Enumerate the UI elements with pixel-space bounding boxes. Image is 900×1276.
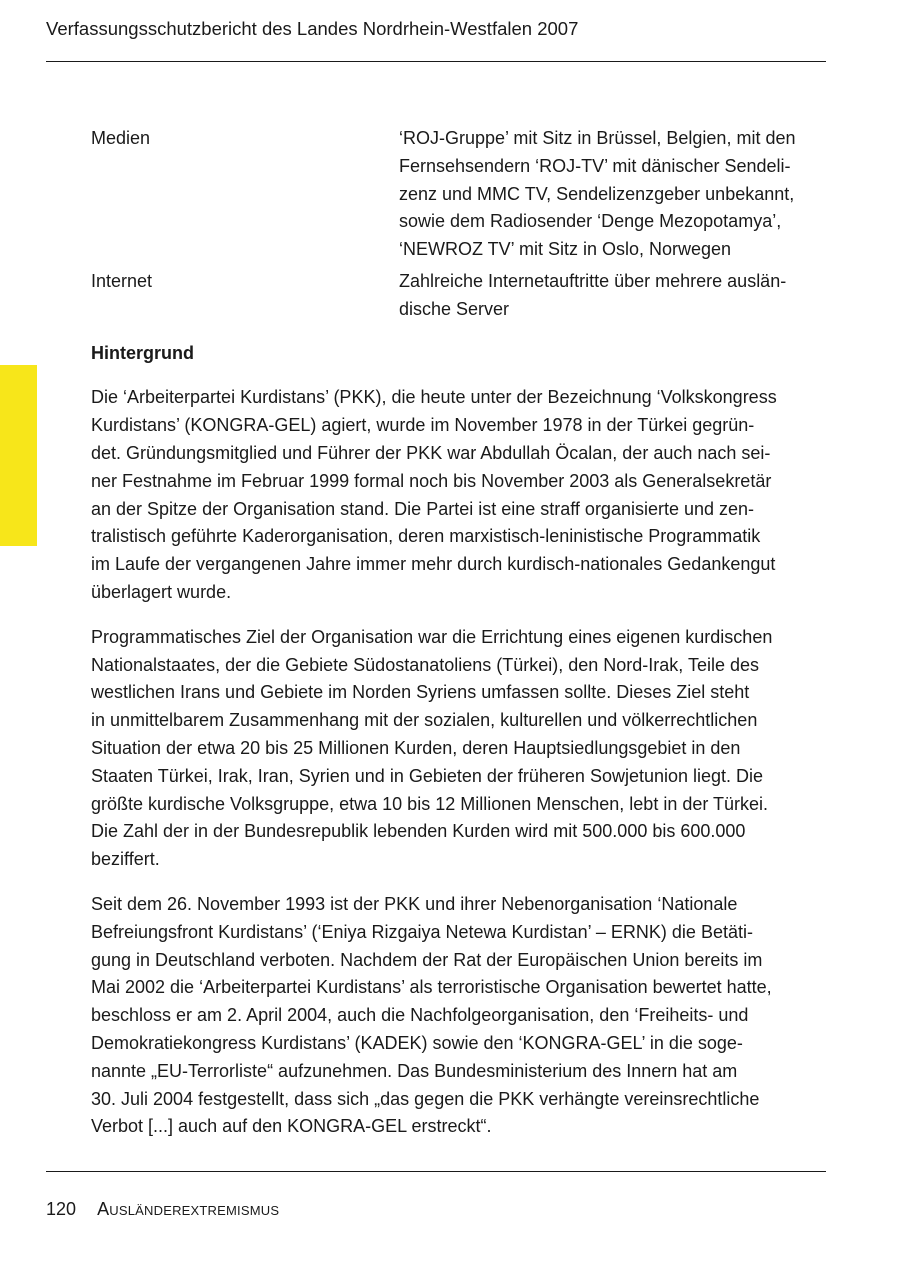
text-line: det. Gründungsmitglied und Führer der PKK war Abdullah Öcalan, der auch nach sei- (91, 442, 771, 463)
page-number: 120 (46, 1199, 77, 1219)
text-line: Befreiungsfront Kurdistans’ (‘Eniya Rizgaiya Netewa Kurdistan’ – ERNK) die Betäti- (91, 921, 753, 942)
text-line: nannte „EU-Terrorliste“ aufzunehmen. Das Bundesministerium des Innern hat am (91, 1060, 738, 1081)
text-line: Seit dem 26. November 1993 ist der PKK und ihrer Nebenorganisation ‘Nationale (91, 893, 738, 914)
text-line: Die ‘Arbeiterpartei Kurdistans’ (PKK), die heute unter der Bezeichnung ‘Volkskongress (91, 387, 777, 408)
text-line: Die Zahl der in der Bundesrepublik lebenden Kurden wird mit 500.000 bis 600.000 (91, 821, 746, 842)
text-line: Programmatisches Ziel der Organisation war die Errichtung eines eigenen kurdischen (91, 626, 773, 647)
info-value-line: Zahlreiche Internetauftritte über mehrere auslän- (399, 270, 787, 291)
info-value-line: Fernsehsendern ‘ROJ-TV’ mit dänischer Sendeli- (399, 155, 791, 176)
info-value (399, 268, 827, 324)
text-line: beschloss er am 2. April 2004, auch die Nachfolgeorganisation, den ‘Freiheits- und (91, 1005, 749, 1026)
text-line: tralistisch geführte Kaderorganisation, deren marxistisch-leninistische Programmatik (91, 526, 761, 547)
paragraph-history (91, 384, 827, 606)
info-value-line: dische Server (399, 298, 510, 319)
footer-divider (46, 1171, 826, 1172)
footer-section-title: Ausländerextremismus (97, 1199, 280, 1219)
paragraph-ban (91, 891, 827, 1141)
info-row-medien (91, 125, 827, 264)
info-value-line: zenz und MMC TV, Sendelizenzgeber unbekannt, (399, 183, 795, 204)
info-value-line: ‘ROJ-Gruppe’ mit Sitz in Brüssel, Belgien, mit den (399, 128, 796, 148)
text-line: überlagert wurde. (91, 581, 232, 602)
text-line: Kurdistans’ (KONGRA-GEL) agiert, wurde im November 1978 in der Türkei gegrün- (91, 415, 755, 436)
info-label: Internet (91, 270, 153, 291)
header-divider (46, 61, 826, 62)
text-line: Situation der etwa 20 bis 25 Millionen Kurden, deren Hauptsiedlungsgebiet in den (91, 737, 741, 758)
text-line: Demokratiekongress Kurdistans’ (KADEK) sowie den ‘KONGRA-GEL’ in die soge- (91, 1032, 743, 1053)
text-line: Mai 2002 die ‘Arbeiterpartei Kurdistans’ als terroristische Organisation bewertet hatte, (91, 977, 772, 998)
section-heading: Hintergrund (91, 342, 194, 363)
paragraph-goals (91, 624, 827, 874)
text-line: westlichen Irans und Gebiete im Norden Syriens umfassen sollte. Dieses Ziel steht (91, 682, 750, 703)
text-line: in unmittelbarem Zusammenhang mit der sozialen, kulturellen und völkerrechtlichen (91, 710, 758, 731)
text-line: Verbot [...] auch auf den KONGRA-GEL erstreckt“. (91, 1116, 492, 1137)
info-value-line: sowie dem Radiosender ‘Denge Mezopotamya’, (399, 211, 782, 232)
text-line: im Laufe der vergangenen Jahre immer mehr durch kurdisch-nationales Gedankengut (91, 554, 776, 575)
text-line: Staaten Türkei, Irak, Iran, Syrien und in Gebieten der früheren Sowjetunion liegt. Die (91, 765, 764, 786)
text-line: Nationalstaates, der die Gebiete Südostanatoliens (Türkei), den Nord-Irak, Teile des (91, 654, 760, 675)
text-line: an der Spitze der Organisation stand. Die Partei ist eine straff organisierte und zen- (91, 498, 755, 519)
text-line: größte kurdische Volksgruppe, etwa 10 bis 12 Millionen Menschen, lebt in der Türkei. (91, 793, 769, 814)
page-header-title: Verfassungsschutzbericht des Landes Nordrhein-Westfalen 2007 (46, 18, 579, 39)
info-value (399, 125, 827, 264)
text-line: ner Festnahme im Februar 1999 formal noch bis November 2003 als Generalsekretär (91, 470, 772, 491)
text-line: beziffert. (91, 849, 160, 870)
text-line: gung in Deutschland verboten. Nachdem der Rat der Europäischen Union bereits im (91, 949, 763, 970)
info-label: Medien (91, 128, 151, 148)
info-value-line: ‘NEWROZ TV’ mit Sitz in Oslo, Norwegen (399, 239, 732, 260)
chapter-marker-tab (0, 365, 37, 546)
text-line: 30. Juli 2004 festgestellt, dass sich „das gegen die PKK verhängte vereinsrechtliche (91, 1088, 760, 1109)
page-footer (46, 1197, 279, 1221)
page-body (91, 125, 827, 1158)
info-row-internet (91, 268, 827, 324)
